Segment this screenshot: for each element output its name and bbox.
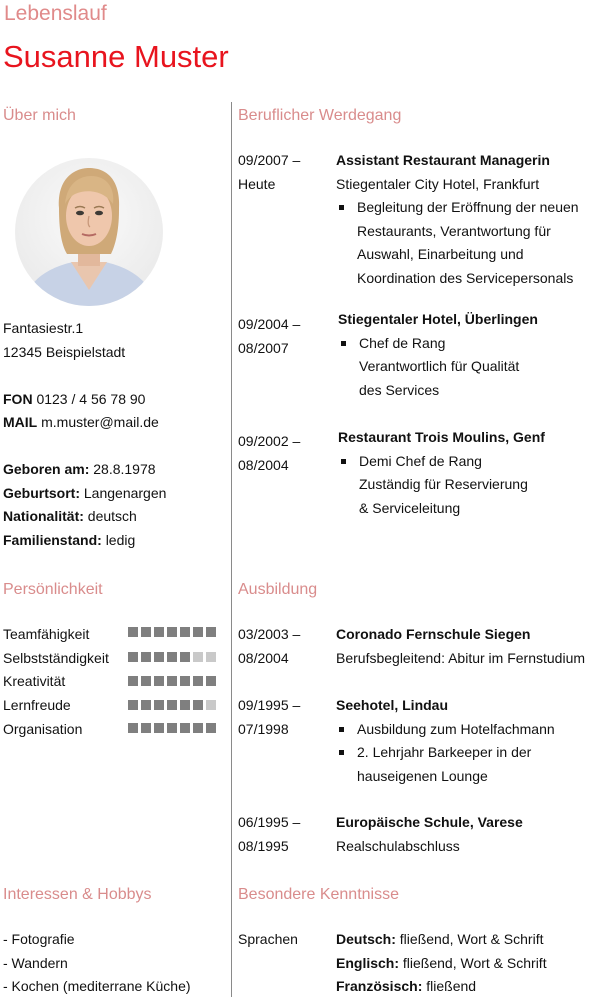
date-to: 08/2004: [238, 649, 289, 666]
skill-cell-filled: [167, 627, 177, 637]
skill-cell-filled: [167, 652, 177, 662]
phone-value: 0123 / 4 56 78 90: [36, 391, 146, 407]
personal-nationality: [3, 505, 137, 529]
skill-cell-filled: [141, 652, 151, 662]
entry-bullets: [336, 196, 579, 290]
skill-cell-filled: [180, 627, 190, 637]
skill-meter: [128, 700, 216, 710]
skill-meter: [128, 652, 216, 662]
section-heading-education: Ausbildung: [238, 581, 318, 598]
personal-birthdate: [3, 458, 156, 482]
skill-cell-filled: [141, 676, 151, 686]
birthplace-value: Langenargen: [83, 485, 167, 501]
skill-cell-filled: [128, 627, 138, 637]
applicant-name: Susanne Muster: [3, 39, 229, 74]
career-entry-3: [338, 426, 545, 520]
bullet-item: Chef de Rang Verantwortlich für Qualität des Services: [338, 332, 538, 403]
skill-cell-empty: [206, 700, 216, 710]
career-entry-2-dates: [238, 313, 300, 360]
skill-cell-filled: [128, 700, 138, 710]
contact-city: 12345 Beispielstadt: [3, 344, 126, 360]
phone-label: FON: [3, 391, 33, 407]
hobby-list: [3, 928, 191, 999]
languages-label: Sprachen: [238, 931, 298, 947]
education-entry-2: [336, 694, 555, 788]
date-from: 09/2004 –: [238, 316, 301, 332]
skill-cell-filled: [167, 676, 177, 686]
contact-phone: [3, 388, 145, 412]
date-from: 09/1995 –: [238, 697, 301, 713]
entry-title: Coronado Fernschule Siegen: [336, 626, 531, 642]
column-divider: [231, 102, 232, 997]
skill-cell-filled: [167, 723, 177, 733]
education-entry-2-dates: [238, 694, 300, 741]
date-to: 08/2007: [238, 339, 289, 356]
education-entry-3: [336, 811, 523, 858]
mail-value: m.muster@mail.de: [41, 414, 159, 430]
skill-cell-filled: [193, 676, 203, 686]
date-from: 09/2002 –: [238, 433, 301, 449]
entry-title: Stiegentaler Hotel, Überlingen: [338, 311, 538, 327]
skill-cell-filled: [154, 652, 164, 662]
contact-street: Fantasiestr.1: [3, 320, 84, 336]
skill-cell-filled: [154, 700, 164, 710]
entry-title: Seehotel, Lindau: [336, 697, 449, 713]
contact-mail: [3, 411, 159, 435]
skill-cell-filled: [141, 723, 151, 733]
entry-detail: Realschulabschluss: [336, 837, 460, 854]
career-entry-2: [338, 308, 538, 402]
skill-cell-filled: [206, 723, 216, 733]
hobby-item: - Wandern: [3, 954, 68, 971]
skill-name: Teamfähigkeit: [3, 626, 90, 642]
skill-cell-filled: [206, 627, 216, 637]
mail-label: MAIL: [3, 414, 38, 430]
section-heading-personality: Persönlichkeit: [3, 581, 103, 598]
section-heading-about: Über mich: [3, 107, 76, 124]
skill-cell-filled: [154, 627, 164, 637]
skill-cell-filled: [193, 627, 203, 637]
date-to: 08/1995: [238, 837, 289, 854]
entry-bullets: [338, 450, 545, 521]
career-entry-1-dates: [238, 149, 300, 196]
entry-title: Restaurant Trois Moulins, Genf: [338, 429, 545, 445]
skill-cell-filled: [154, 723, 164, 733]
skill-cell-filled: [193, 700, 203, 710]
entry-title: Assistant Restaurant Managerin: [336, 152, 550, 168]
skill-name: Kreativität: [3, 673, 66, 689]
skill-cell-filled: [128, 723, 138, 733]
language-list: [336, 928, 547, 999]
entry-detail: Berufsbegleitend: Abitur im Fernstudium: [336, 649, 586, 666]
birthplace-label: Geburtsort:: [3, 485, 80, 501]
career-entry-1: [336, 149, 579, 290]
date-to: Heute: [238, 175, 276, 192]
birthdate-label: Geboren am:: [3, 461, 90, 477]
education-entry-1-dates: [238, 623, 300, 670]
nationality-value: deutsch: [87, 508, 137, 524]
skill-name: Selbstständigkeit: [3, 650, 109, 666]
language-item: Deutsch: fließend, Wort & Schrift: [336, 931, 544, 947]
date-from: 09/2007 –: [238, 152, 301, 168]
marital-value: ledig: [105, 532, 136, 548]
language-item: Englisch: fließend, Wort & Schrift: [336, 954, 547, 971]
skill-cell-empty: [193, 652, 203, 662]
personal-birthplace: [3, 482, 166, 506]
entry-bullets: [338, 332, 538, 403]
nationality-label: Nationalität:: [3, 508, 84, 524]
date-from: 06/1995 –: [238, 814, 301, 830]
bullet-item: Begleitung der Eröffnung der neuen Restaurants, Verantwortung für Auswahl, Einarbeitung und Koordination des Servicepersonals: [336, 196, 579, 290]
skill-cell-filled: [180, 652, 190, 662]
birthdate-value: 28.8.1978: [93, 461, 156, 477]
date-from: 03/2003 –: [238, 626, 301, 642]
education-entry-3-dates: [238, 811, 300, 858]
skill-cell-filled: [180, 700, 190, 710]
skill-cell-filled: [180, 723, 190, 733]
skill-meter: [128, 676, 216, 686]
date-to: 08/2004: [238, 456, 289, 473]
entry-title: Europäische Schule, Varese: [336, 814, 523, 830]
skill-meter: [128, 723, 216, 733]
marital-label: Familienstand:: [3, 532, 102, 548]
section-heading-special-skills: Besondere Kenntnisse: [238, 886, 399, 903]
skill-cell-filled: [180, 676, 190, 686]
education-entry-1: [336, 623, 585, 670]
bullet-item: Demi Chef de Rang Zuständig für Reservierung & Serviceleitung: [338, 450, 545, 521]
skill-cell-filled: [141, 700, 151, 710]
entry-bullets: [336, 718, 555, 789]
language-item: Französisch: fließend: [336, 978, 477, 994]
hobby-item: - Kochen (mediterrane Küche): [3, 978, 191, 994]
skill-cell-filled: [154, 676, 164, 686]
skill-cell-filled: [128, 652, 138, 662]
bullet-item: 2. Lehrjahr Barkeeper in der hauseigenen Lounge: [336, 741, 555, 788]
skill-cell-filled: [141, 627, 151, 637]
date-to: 07/1998: [238, 720, 289, 737]
section-heading-career: Beruflicher Werdegang: [238, 107, 402, 124]
profile-photo: [15, 158, 163, 306]
section-heading-interests: Interessen & Hobbys: [3, 886, 152, 903]
entry-place: Stiegentaler City Hotel, Frankfurt: [336, 175, 540, 192]
skill-cell-filled: [167, 700, 177, 710]
skill-cell-filled: [193, 723, 203, 733]
document-label: Lebenslauf: [4, 2, 107, 25]
skill-name: Lernfreude: [3, 697, 71, 713]
skill-name: Organisation: [3, 721, 83, 737]
career-entry-3-dates: [238, 430, 300, 477]
personal-marital-status: [3, 529, 135, 553]
skill-cell-filled: [128, 676, 138, 686]
hobby-item: - Fotografie: [3, 931, 75, 947]
bullet-item: Ausbildung zum Hotelfachmann: [336, 718, 555, 742]
skill-cell-filled: [206, 676, 216, 686]
skill-meter: [128, 627, 216, 637]
skill-cell-empty: [206, 652, 216, 662]
